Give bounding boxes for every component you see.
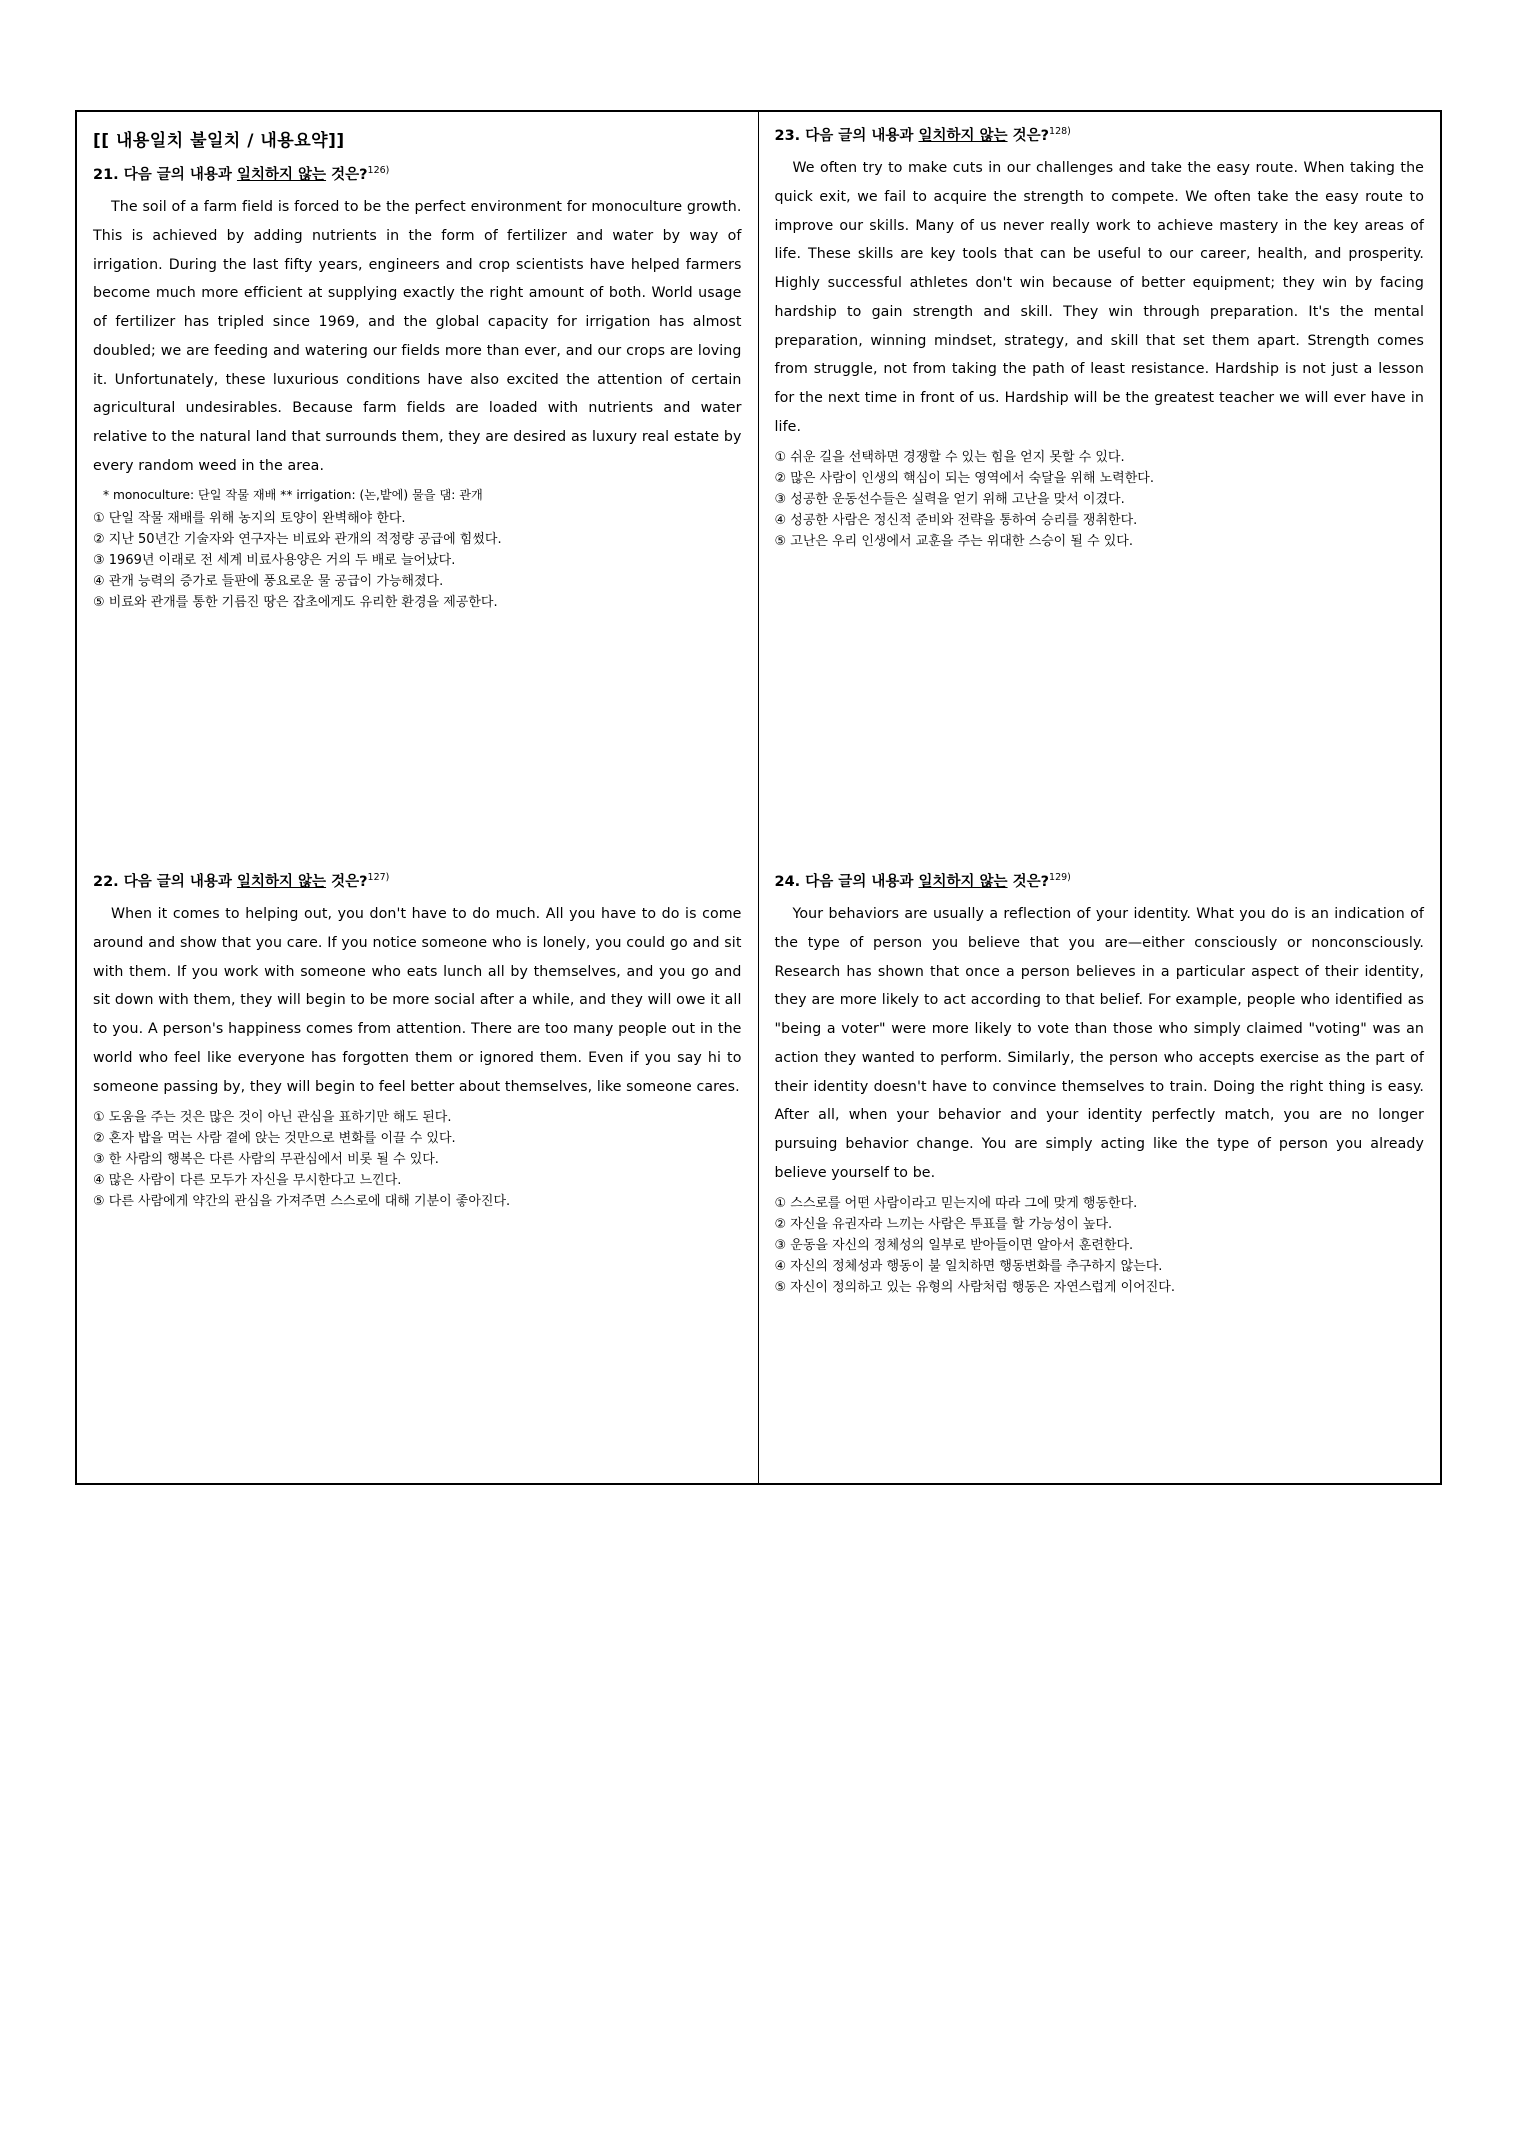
question-21-footnote-marker: 126) — [367, 165, 390, 176]
section-title: [[ 내용일치 불일치 / 내용요약]] — [93, 131, 345, 151]
choice-item[interactable]: ① 도움을 주는 것은 많은 것이 아닌 관심을 표하기만 해도 된다. — [93, 1110, 452, 1126]
question-24-prompt-underline: 일치하지 않는 — [918, 873, 1008, 890]
choice-item[interactable]: ③ 한 사람의 행복은 다른 사람의 무관심에서 비롯 될 수 있다. — [93, 1152, 439, 1168]
question-21-heading — [93, 165, 742, 185]
question-24-choices — [775, 1193, 1425, 1298]
choice-item[interactable]: ① 단일 작물 재배를 위해 농지의 토양이 완벽해야 한다. — [93, 510, 406, 526]
column-right — [759, 112, 1441, 1483]
question-24-heading — [775, 872, 1425, 892]
question-21-number: 21. — [93, 166, 119, 183]
question-23-prompt-pre: 다음 글의 내용과 — [805, 127, 919, 144]
question-23-number: 23. — [774, 127, 801, 144]
choice-item[interactable]: ⑤ 비료와 관개를 통한 기름진 땅은 잡초에게도 유리한 환경을 제공한다. — [93, 594, 498, 610]
choice-item[interactable]: ⑤ 고난은 우리 인생에서 교훈을 주는 위대한 스승이 될 수 있다. — [774, 534, 1134, 550]
question-22-footnote-marker: 127) — [367, 872, 390, 883]
question-24-prompt-pre: 다음 글의 내용과 — [805, 873, 919, 890]
question-22-prompt-post: 것은? — [326, 873, 368, 890]
question-24-prompt-post: 것은? — [1007, 873, 1050, 890]
question-24-number: 24. — [774, 873, 801, 890]
question-21-prompt-pre: 다음 글의 내용과 — [123, 166, 237, 183]
question-24 — [775, 872, 1425, 1299]
choice-item[interactable]: ② 많은 사람이 인생의 핵심이 되는 영역에서 숙달을 위해 노력한다. — [774, 471, 1154, 487]
question-23-heading — [775, 126, 1425, 146]
question-22-passage: When it comes to helping out, you don't have to do much. All you have to do is come around and show that you care. If you notice someone who is lonely, you could go and sit with them. If you work with someone who eats lunch all by themselves, and you go and sit down with them, they will begin to be more social after a while, and they will owe it all to you. A person's happiness comes from attention. There are too many people out in the world who feel like everyone has forgotten them or ignored them. Even if you say hi to someone passing by, they will begin to feel better about themselves, like someone cares. — [93, 906, 742, 1095]
choice-item[interactable]: ③ 운동을 자신의 정체성의 일부로 받아들이면 알아서 훈련한다. — [774, 1238, 1134, 1254]
question-23-passage: We often try to make cuts in our challenges and take the easy route. When taking the quick exit, we fail to acquire the strength to compete. We often take the easy route to improve our skills. Many of us never really work to achieve mastery in the key areas of life. These skills are key tools that can be useful to our career, health, and prosperity. Highly successful athletes don't win because of better equipment; they win by facing hardship to gain strength and skill. They win through preparation. It's the mental preparation, winning mindset, strategy, and skill that set them apart. Strength comes from struggle, not from taking the path of least resistance. Hardship is not just a lesson for the next time in front of us. Hardship will be the greatest teacher we will ever have in life. — [774, 160, 1424, 435]
question-23-choices — [775, 447, 1425, 552]
question-24-footnote-marker: 129) — [1049, 872, 1071, 883]
question-21-glossary-note: * monoculture: 단일 작물 재배 ** irrigation: (논,밭에) 물을 댐: 관개 — [103, 488, 483, 503]
question-21-prompt-post: 것은? — [326, 166, 368, 183]
question-22-prompt-pre: 다음 글의 내용과 — [123, 873, 237, 890]
question-21 — [93, 165, 742, 613]
choice-item[interactable]: ④ 성공한 사람은 정신적 준비와 전략을 통하여 승리를 쟁취한다. — [774, 513, 1138, 529]
question-22-choices — [93, 1107, 742, 1212]
choice-item[interactable]: ② 혼자 밥을 먹는 사람 곁에 앉는 것만으로 변화를 이끌 수 있다. — [93, 1131, 456, 1147]
choice-item[interactable]: ③ 성공한 운동선수들은 실력을 얻기 위해 고난을 맞서 이겼다. — [774, 492, 1125, 508]
question-22-heading — [93, 872, 742, 892]
question-21-passage: The soil of a farm field is forced to be the perfect environment for monoculture growth. This is achieved by adding nutrients in the form of fertilizer and water by way of irrigation. During the last fifty years, engineers and crop scientists have helped farmers become much more efficient at supplying exactly the right amount of both. World usage of fertilizer has tripled since 1969, and the global capacity for irrigation has almost doubled; we are feeding and watering our fields more than ever, and our crops are loving it. Unfortunately, these luxurious conditions have also excited the attention of certain agricultural undesirables. Because farm fields are loaded with nutrients and water relative to the natural land that surrounds them, they are desired as luxury real estate by every random weed in the area. — [93, 199, 742, 474]
question-22-number: 22. — [93, 873, 119, 890]
choice-item[interactable]: ④ 자신의 정체성과 행동이 불 일치하면 행동변화를 추구하지 않는다. — [774, 1259, 1163, 1275]
choice-item[interactable]: ⑤ 자신이 정의하고 있는 유형의 사람처럼 행동은 자연스럽게 이어진다. — [774, 1280, 1175, 1296]
question-23-footnote-marker: 128) — [1049, 126, 1071, 137]
question-24-passage: Your behaviors are usually a reflection of your identity. What you do is an indication of the type of person you believe that you are—either consciously or nonconsciously. Research has shown that once a person believes in a particular aspect of their identity, they are more likely to act according to that belief. For example, people who identified as "being a voter" were more likely to vote than those who simply claimed "voting" was an action they wanted to perform. Similarly, the person who accepts exercise as the part of their identity doesn't have to convince themselves to train. Doing the right thing is easy. After all, when your behavior and your identity perfectly match, you are no longer pursuing behavior change. You are simply acting like the type of person you already believe yourself to be. — [774, 906, 1424, 1181]
question-22 — [93, 872, 742, 1212]
choice-item[interactable]: ② 자신을 유권자라 느끼는 사람은 투표를 할 가능성이 높다. — [774, 1217, 1113, 1233]
choice-item[interactable]: ④ 많은 사람이 다른 모두가 자신을 무시한다고 느낀다. — [93, 1173, 402, 1189]
question-22-prompt-underline: 일치하지 않는 — [236, 873, 327, 890]
choice-item[interactable]: ⑤ 다른 사람에게 약간의 관심을 가져주면 스스로에 대해 기분이 좋아진다. — [93, 1194, 511, 1210]
question-23-prompt-post: 것은? — [1007, 127, 1050, 144]
choice-item[interactable]: ① 스스로를 어떤 사람이라고 믿는지에 따라 그에 맞게 행동한다. — [774, 1196, 1138, 1212]
worksheet-page — [75, 110, 1442, 1485]
question-23 — [775, 126, 1425, 553]
choice-item[interactable]: ④ 관개 능력의 증가로 들판에 풍요로운 물 공급이 가능해졌다. — [93, 573, 444, 589]
question-21-choices — [93, 508, 742, 613]
column-left — [77, 112, 759, 1483]
choice-item[interactable]: ② 지난 50년간 기술자와 연구자는 비료와 관개의 적정량 공급에 힘썼다. — [93, 531, 502, 547]
question-21-prompt-underline: 일치하지 않는 — [236, 166, 327, 183]
choice-item[interactable]: ③ 1969년 이래로 전 세계 비료사용양은 거의 두 배로 늘어났다. — [93, 552, 456, 568]
question-23-prompt-underline: 일치하지 않는 — [918, 127, 1008, 144]
choice-item[interactable]: ① 쉬운 길을 선택하면 경쟁할 수 있는 힘을 얻지 못할 수 있다. — [774, 450, 1125, 466]
